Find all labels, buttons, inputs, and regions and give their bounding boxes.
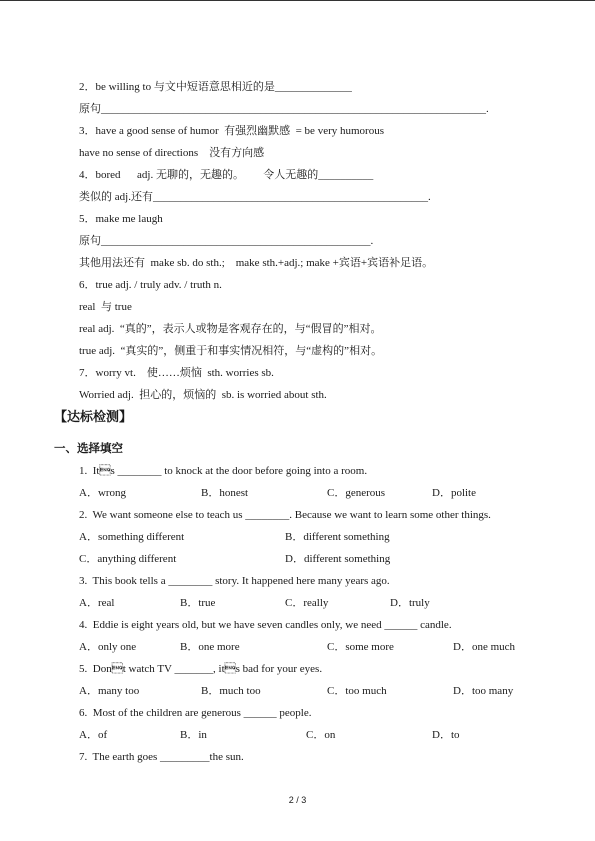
option-a: A．real <box>79 597 115 609</box>
option-c: C．generous <box>327 487 386 499</box>
note-line: 2．be willing to 与文中短语意思相近的是______________ <box>79 81 352 93</box>
note-line: 原句_________________________________________________. <box>79 235 374 247</box>
note-line: 类似的 adj.还有__________________________________________________. <box>79 191 431 203</box>
page-number: 2 / 3 <box>288 795 307 805</box>
question-stem: 3. This book tells a ________ story. It happened here many years ago. <box>79 575 390 587</box>
option-c: C．some more <box>327 641 394 653</box>
section-title: 【达标检测】 <box>54 410 133 425</box>
page-top-border <box>0 0 595 1</box>
option-b: B．much too <box>201 685 261 697</box>
option-d: D．truly <box>390 597 430 609</box>
note-line: 5．make me laugh <box>79 213 163 225</box>
note-line: real 与 true <box>79 301 132 313</box>
note-line: 3．have a good sense of humor 有强烈幽默感 = be very humorous <box>79 125 384 137</box>
question-stem: 4. Eddie is eight years old, but we have seven candles only, we need ______ candle. <box>79 619 452 631</box>
question-stem: 7. The earth goes _________the sun. <box>79 751 244 763</box>
option-a: A．of <box>79 729 108 741</box>
question-stem: 6. Most of the children are generous ______ people. <box>79 707 312 719</box>
option-c: C．anything different <box>79 553 177 565</box>
note-line: have no sense of directions 没有方向感 <box>79 147 265 159</box>
option-b: B．honest <box>201 487 249 499</box>
note-line: 其他用法还有 make sb. do sth.; make sth.+adj.; make +宾语+宾语补足语。 <box>79 257 434 269</box>
note-line: Worried adj. 担心的，烦恼的 sb. is worried about sth. <box>79 389 327 401</box>
option-d: D．different something <box>285 553 391 565</box>
question-stem: 1. Its ________ to knock at the door before going into a room. <box>79 465 368 477</box>
note-line: 4．bored adj. 无聊的，无趣的。 令人无趣的__________ <box>79 169 374 181</box>
option-b: B．true <box>180 597 216 609</box>
subsection-title: 一、选择填空 <box>54 441 123 455</box>
option-a: A．something different <box>79 531 185 543</box>
option-d: D．one much <box>453 641 516 653</box>
option-c: C．on <box>306 729 336 741</box>
option-a: A．many too <box>79 685 140 697</box>
option-b: B．in <box>180 729 207 741</box>
question-stem: 5. Dont watch TV _______, its bad for your eyes. <box>79 663 323 675</box>
option-d: D．too many <box>453 685 514 697</box>
option-b: B．different something <box>285 531 390 543</box>
option-d: D．to <box>432 729 460 741</box>
option-b: B．one more <box>180 641 240 653</box>
question-stem: 2. We want someone else to teach us ________. Because we want to learn some other things. <box>79 509 491 521</box>
note-line: real adj. “真的”，表示人或物是客观存在的，与“假冒的”相对。 <box>79 323 382 335</box>
option-d: D．polite <box>432 487 476 499</box>
option-a: A．only one <box>79 641 137 653</box>
option-c: C．too much <box>327 685 387 697</box>
option-c: C．really <box>285 597 329 609</box>
note-line: 原句______________________________________________________________________. <box>79 103 489 115</box>
option-a: A．wrong <box>79 487 127 499</box>
note-line: 6．true adj. / truly adv. / truth n. <box>79 279 222 291</box>
note-line: true adj. “真实的”，侧重于和事实情况相符，与“虚构的”相对。 <box>79 345 383 357</box>
note-line: 7．worry vt. 使……烦恼 sth. worries sb. <box>79 367 274 379</box>
